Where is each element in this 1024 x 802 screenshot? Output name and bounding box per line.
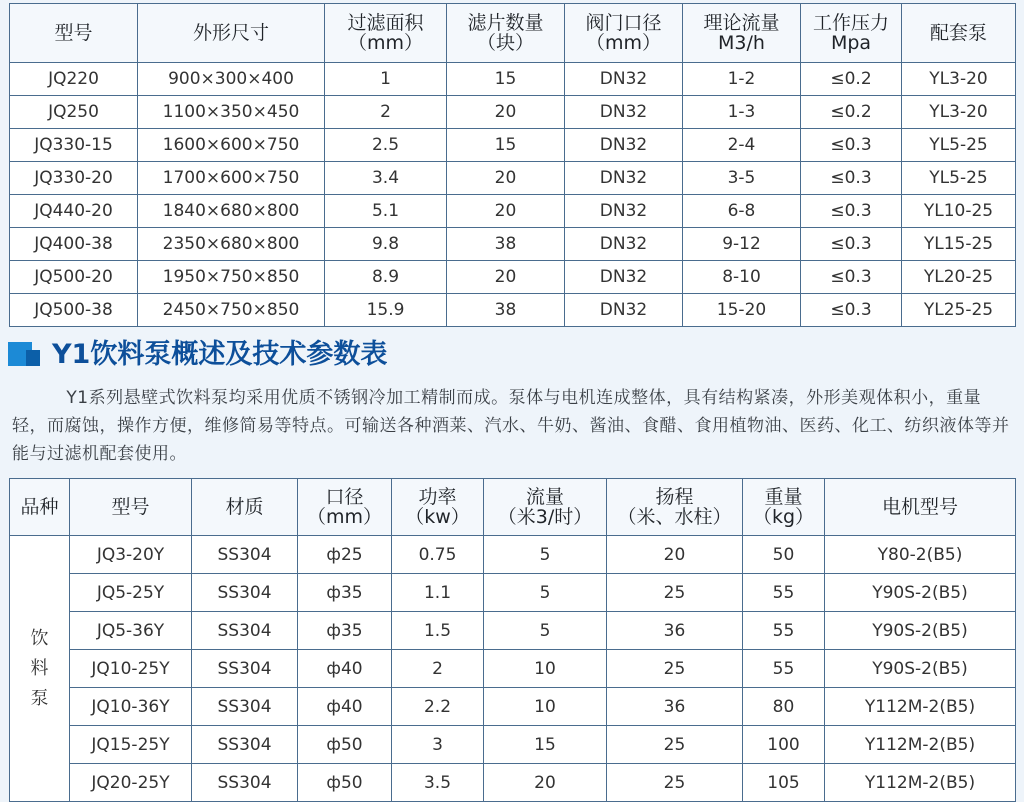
table-cell: 25	[607, 574, 743, 612]
table-cell: ≤0.3	[801, 129, 902, 162]
table-cell: 50	[743, 536, 825, 574]
header-head: 扬程 （米、水柱）	[607, 479, 743, 536]
header-flow: 流量 （米3/时）	[484, 479, 607, 536]
table-cell: 3.4	[325, 162, 447, 195]
table-cell: JQ330-15	[10, 129, 138, 162]
table-row	[10, 726, 1016, 764]
table-cell: 15	[484, 726, 607, 764]
table-cell: 2350×680×800	[138, 228, 325, 261]
category-cell	[10, 536, 70, 802]
table-cell: ≤0.2	[801, 96, 902, 129]
table-header-row	[10, 4, 1016, 63]
table-cell: ≤0.3	[801, 195, 902, 228]
table-cell: 1100×350×450	[138, 96, 325, 129]
table-row	[10, 195, 1016, 228]
table-header-row	[10, 479, 1016, 536]
table-cell: 6-8	[683, 195, 801, 228]
table-cell: 5	[484, 612, 607, 650]
table-cell: JQ500-20	[10, 261, 138, 294]
table-cell: ф25	[298, 536, 392, 574]
table-cell: 1-2	[683, 63, 801, 96]
table-cell: 5.1	[325, 195, 447, 228]
table-cell: 38	[447, 228, 565, 261]
table-cell: SS304	[192, 650, 298, 688]
header-pump: 配套泵	[902, 4, 1016, 63]
table-cell: Y90S-2(B5)	[825, 650, 1016, 688]
table-cell: ф35	[298, 612, 392, 650]
table-cell: JQ400-38	[10, 228, 138, 261]
table-cell: 20	[447, 96, 565, 129]
table-cell: ф50	[298, 764, 392, 802]
table-row	[10, 536, 1016, 574]
table-cell: JQ10-25Y	[70, 650, 192, 688]
table-row	[10, 228, 1016, 261]
table-cell: ≤0.3	[801, 228, 902, 261]
header-caliber: 口径 （mm）	[298, 479, 392, 536]
table-cell: YL10-25	[902, 195, 1016, 228]
table-cell: JQ330-20	[10, 162, 138, 195]
table-cell: ≤0.2	[801, 63, 902, 96]
table-cell: 8.9	[325, 261, 447, 294]
header-model: 型号	[70, 479, 192, 536]
section-header	[8, 338, 1008, 372]
table-row	[10, 294, 1016, 327]
table-cell: DN32	[565, 261, 683, 294]
header-valve-caliber: 阀门口径 （mm）	[565, 4, 683, 63]
table-cell: DN32	[565, 129, 683, 162]
table-row	[10, 63, 1016, 96]
table-cell: 0.75	[392, 536, 484, 574]
header-flow: 理论流量 M3/h	[683, 4, 801, 63]
table-cell: YL5-25	[902, 129, 1016, 162]
table-cell: YL3-20	[902, 63, 1016, 96]
header-plate-count: 滤片数量 （块）	[447, 4, 565, 63]
header-dimensions: 外形尺寸	[138, 4, 325, 63]
table-cell: 25	[607, 726, 743, 764]
table-cell: 20	[484, 764, 607, 802]
table-cell: 2	[392, 650, 484, 688]
table-cell: ф40	[298, 650, 392, 688]
table-cell: 15	[447, 129, 565, 162]
table-cell: 55	[743, 612, 825, 650]
table-cell: Y112M-2(B5)	[825, 764, 1016, 802]
table-cell: 1	[325, 63, 447, 96]
table-cell: YL3-20	[902, 96, 1016, 129]
table-cell: 10	[484, 650, 607, 688]
table-cell: ≤0.3	[801, 294, 902, 327]
table-row	[10, 764, 1016, 802]
table-cell: 20	[607, 536, 743, 574]
table-cell: DN32	[565, 195, 683, 228]
table-cell: JQ440-20	[10, 195, 138, 228]
table-cell: 55	[743, 574, 825, 612]
table-cell: 2-4	[683, 129, 801, 162]
header-filter-area: 过滤面积 （mm）	[325, 4, 447, 63]
table-cell: 38	[447, 294, 565, 327]
table-cell: JQ5-25Y	[70, 574, 192, 612]
table-cell: JQ10-36Y	[70, 688, 192, 726]
table-cell: 9.8	[325, 228, 447, 261]
table-cell: 20	[447, 261, 565, 294]
section-title: Y1饮料泵概述及技术参数表	[52, 339, 388, 370]
table-cell: SS304	[192, 726, 298, 764]
table-cell: DN32	[565, 162, 683, 195]
table-cell: 80	[743, 688, 825, 726]
table-cell: 15.9	[325, 294, 447, 327]
table-cell: 25	[607, 650, 743, 688]
description-paragraph: Y1系列悬壁式饮料泵均采用优质不锈钢冷加工精制而成。泵体与电机连成整体，具有结构紧凑，外形美观体积小，重量轻，而腐蚀，操作方便，维修简易等特点。可输送各种酒莱、汽水、牛奶、酱油、食醋、食用植物油、医药、化工、纺织液体等并能与过滤机配套使用。	[12, 388, 1010, 464]
table-cell: 15-20	[683, 294, 801, 327]
table-cell: 100	[743, 726, 825, 764]
table-cell: YL5-25	[902, 162, 1016, 195]
table-row	[10, 574, 1016, 612]
table-cell: SS304	[192, 536, 298, 574]
table-cell: DN32	[565, 63, 683, 96]
table-row	[10, 261, 1016, 294]
table-cell: 1.5	[392, 612, 484, 650]
table-cell: Y90S-2(B5)	[825, 574, 1016, 612]
table-cell: 105	[743, 764, 825, 802]
filter-spec-table	[9, 3, 1016, 327]
table-cell: YL25-25	[902, 294, 1016, 327]
section-square-shadow-icon	[26, 350, 40, 366]
table-cell: ф50	[298, 726, 392, 764]
table-cell: 1600×600×750	[138, 129, 325, 162]
table-cell: 15	[447, 63, 565, 96]
table-cell: ф40	[298, 688, 392, 726]
table-cell: ≤0.3	[801, 162, 902, 195]
table-cell: SS304	[192, 612, 298, 650]
header-material: 材质	[192, 479, 298, 536]
header-category: 品种	[10, 479, 70, 536]
table-cell: JQ20-25Y	[70, 764, 192, 802]
table-cell: ≤0.3	[801, 261, 902, 294]
header-weight: 重量 （kg）	[743, 479, 825, 536]
table-cell: YL20-25	[902, 261, 1016, 294]
header-motor: 电机型号	[825, 479, 1016, 536]
table-cell: 1950×750×850	[138, 261, 325, 294]
header-power: 功率 （kw）	[392, 479, 484, 536]
table-cell: Y90S-2(B5)	[825, 612, 1016, 650]
table-row	[10, 688, 1016, 726]
table-cell: JQ15-25Y	[70, 726, 192, 764]
table-cell: 1-3	[683, 96, 801, 129]
table-cell: 1.1	[392, 574, 484, 612]
table-cell: 2450×750×850	[138, 294, 325, 327]
table-cell: 5	[484, 536, 607, 574]
table-cell: SS304	[192, 764, 298, 802]
table-cell: 2.5	[325, 129, 447, 162]
table-cell: 5	[484, 574, 607, 612]
table-cell: 55	[743, 650, 825, 688]
table-row	[10, 612, 1016, 650]
table-cell: 10	[484, 688, 607, 726]
table-cell: 3.5	[392, 764, 484, 802]
table-cell: DN32	[565, 96, 683, 129]
table-cell: 900×300×400	[138, 63, 325, 96]
table-cell: Y112M-2(B5)	[825, 726, 1016, 764]
table-cell: DN32	[565, 228, 683, 261]
table-cell: 8-10	[683, 261, 801, 294]
table-cell: 2	[325, 96, 447, 129]
table-cell: 36	[607, 612, 743, 650]
table-cell: JQ220	[10, 63, 138, 96]
table-cell: 1840×680×800	[138, 195, 325, 228]
table-cell: 3	[392, 726, 484, 764]
table-cell: JQ5-36Y	[70, 612, 192, 650]
table-cell: 3-5	[683, 162, 801, 195]
table-cell: SS304	[192, 574, 298, 612]
table-cell: DN32	[565, 294, 683, 327]
category-char: 料	[30, 657, 49, 679]
table-cell: YL15-25	[902, 228, 1016, 261]
table-cell: 20	[447, 162, 565, 195]
header-model: 型号	[10, 4, 138, 63]
table-cell: SS304	[192, 688, 298, 726]
table-row	[10, 162, 1016, 195]
table-cell: JQ500-38	[10, 294, 138, 327]
table-cell: 1700×600×750	[138, 162, 325, 195]
table-row	[10, 96, 1016, 129]
table-cell: 36	[607, 688, 743, 726]
table-cell: ф35	[298, 574, 392, 612]
table-cell: JQ3-20Y	[70, 536, 192, 574]
category-char: 饮	[30, 627, 49, 649]
table-cell: Y80-2(B5)	[825, 536, 1016, 574]
table-cell: JQ250	[10, 96, 138, 129]
table-row	[10, 650, 1016, 688]
table-cell: 2.2	[392, 688, 484, 726]
table-cell: 9-12	[683, 228, 801, 261]
table-row	[10, 129, 1016, 162]
category-char: 泵	[30, 687, 49, 709]
table-cell: 25	[607, 764, 743, 802]
pump-spec-table	[9, 478, 1016, 802]
header-pressure: 工作压力 Mpa	[801, 4, 902, 63]
table-cell: 20	[447, 195, 565, 228]
table-cell: Y112M-2(B5)	[825, 688, 1016, 726]
